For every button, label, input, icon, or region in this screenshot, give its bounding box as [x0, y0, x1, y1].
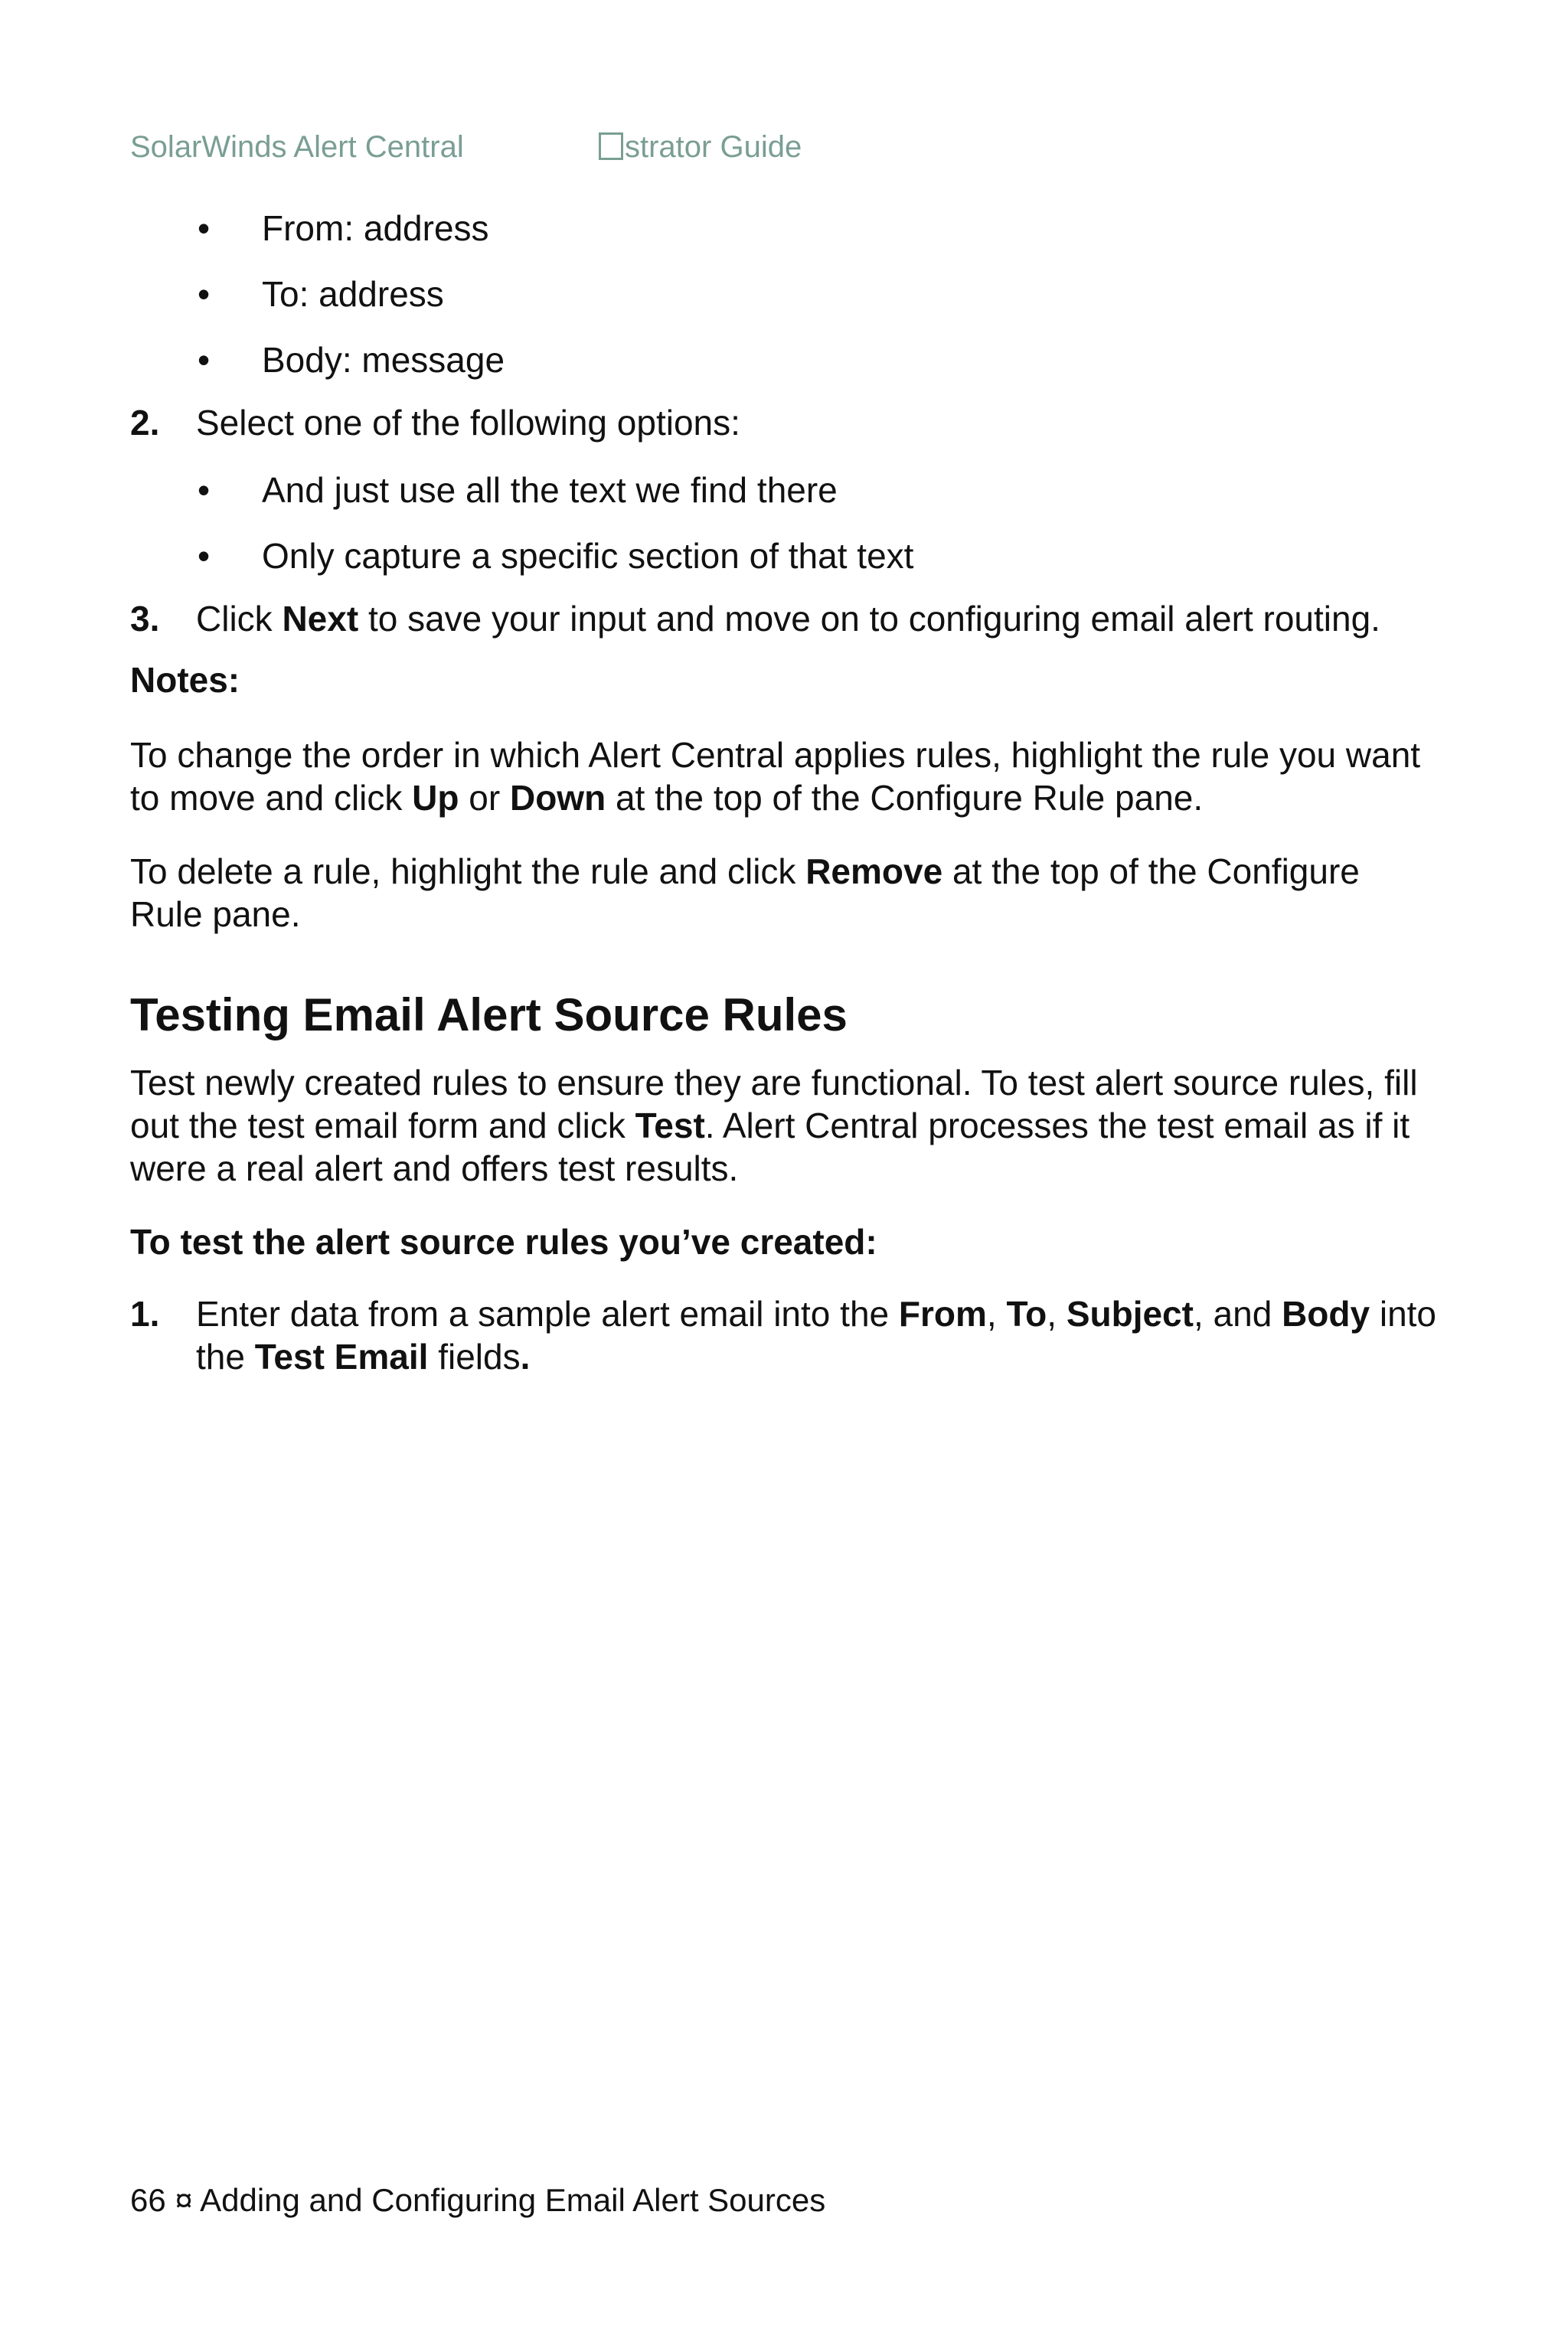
bold-to: To — [1006, 1294, 1047, 1334]
step-text: Select one of the following options: — [196, 403, 740, 443]
notes-label: Notes: — [130, 660, 240, 700]
list-item — [130, 469, 1439, 534]
list-item-text: Only capture a specific section of that text — [262, 536, 914, 576]
page-content — [130, 207, 1439, 1398]
bullet-icon: • — [198, 340, 211, 380]
section-intro-paragraph: Test newly created rules to ensure they are functional. To test alert source rules, fill out the test email form and click Test. Alert Central processes the test email as if it were a real alert and offers test results. — [130, 1063, 1418, 1188]
bold-from: From — [898, 1294, 987, 1334]
list-item-text: And just use all the text we find there — [262, 470, 838, 510]
step-2 — [130, 401, 1439, 444]
header-guide-text: strator Guide — [625, 130, 802, 164]
step-number: 2. — [130, 403, 160, 443]
header-guide-title — [599, 130, 802, 165]
bold-down: Down — [509, 778, 606, 818]
step-text-pre: Click — [196, 599, 283, 639]
notes-paragraph-order: To change the order in which Alert Central applies rules, highlight the rule you want to move and click Up or Down at the top of the Configure Rule pane. — [130, 735, 1421, 818]
bold-test: Test — [635, 1106, 705, 1145]
page-footer: 66 ¤ Adding and Configuring Email Alert Sources — [130, 2182, 826, 2218]
bold-test-email: Test Email — [254, 1337, 429, 1377]
list-item — [130, 338, 1439, 401]
step-text-post: to save your input and move on to configuring email alert routing. — [358, 599, 1380, 639]
bullet-icon: • — [198, 536, 211, 576]
step-bold-next: Next — [282, 599, 359, 639]
bullet-icon: • — [198, 470, 211, 510]
step-1: 1. Enter data from a sample alert email into the From, To, Subject, and Body into the Test Email fields. — [130, 1294, 1437, 1377]
list-item — [130, 534, 1439, 597]
bold-up: Up — [412, 778, 459, 818]
list-item-text: To: address — [262, 274, 444, 314]
missing-glyph-icon — [599, 132, 623, 160]
section-heading: Testing Email Alert Source Rules — [130, 989, 848, 1040]
bullet-icon: • — [198, 208, 211, 248]
list-item — [130, 273, 1439, 338]
list-item — [130, 207, 1439, 273]
step-number: 1. — [130, 1294, 160, 1334]
header-product-name: SolarWinds Alert Central — [130, 130, 464, 164]
bullet-icon: • — [198, 274, 211, 314]
list-item-text: Body: message — [262, 340, 505, 380]
bold-subject: Subject — [1066, 1294, 1194, 1334]
procedure-title: To test the alert source rules you’ve created: — [130, 1222, 877, 1262]
step-3 — [130, 597, 1439, 640]
notes-paragraph-delete: To delete a rule, highlight the rule and click Remove at the top of the Configure Rule pane. — [130, 851, 1360, 934]
bold-body: Body — [1282, 1294, 1370, 1334]
bold-remove: Remove — [805, 851, 943, 891]
list-item-text: From: address — [262, 208, 489, 248]
step-number: 3. — [130, 599, 160, 639]
